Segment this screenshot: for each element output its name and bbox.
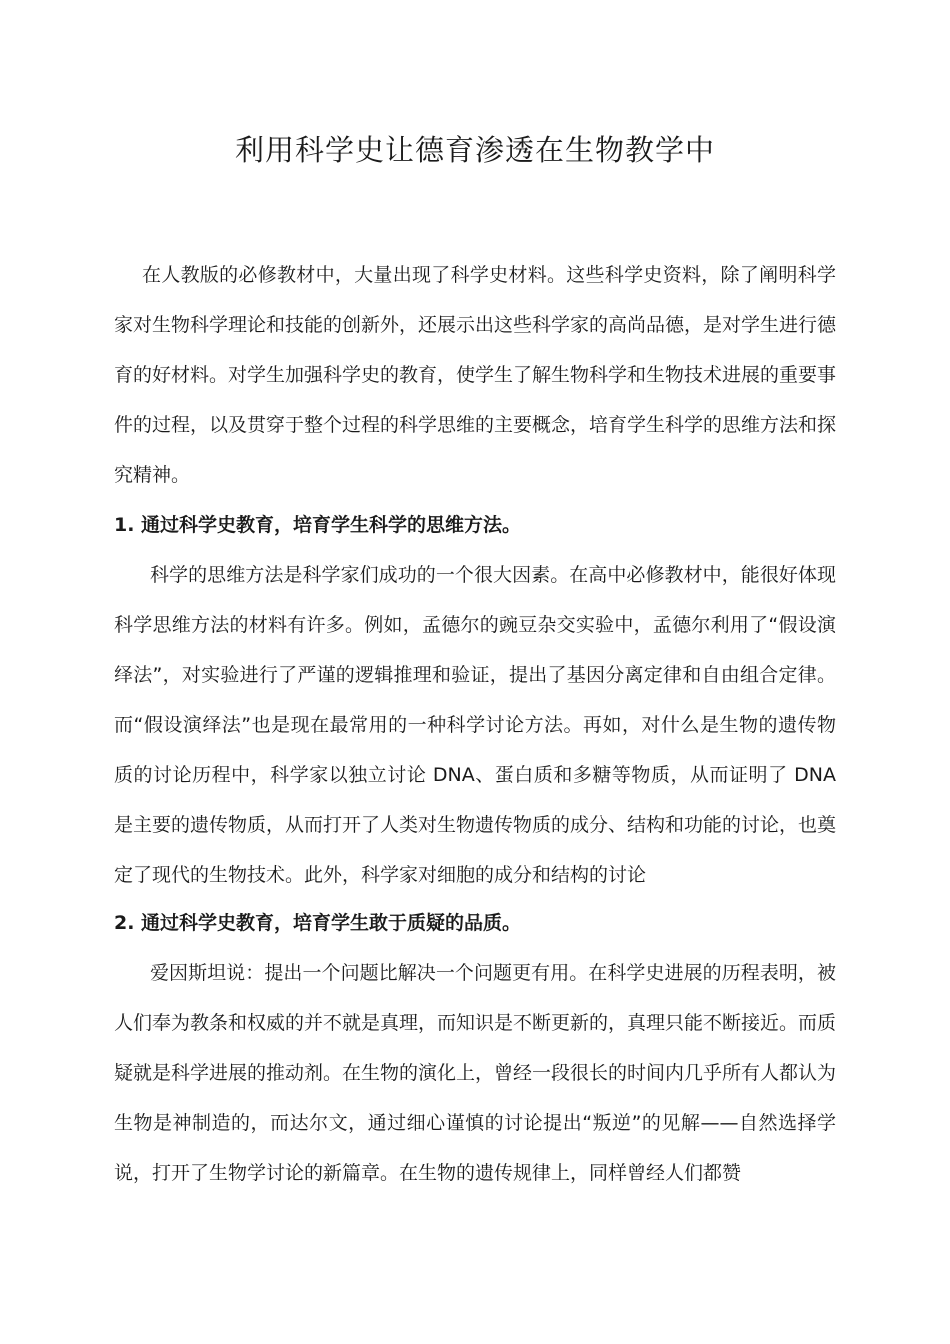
intro-paragraph: 在人教版的必修教材中，大量出现了科学史材料。这些科学史资料，除了阐明科学家对生物科学理论和技能的创新外，还展示出这些科学家的高尚品德，是对学生进行德育的好材料。对学生加强科学史的教育，使学生了解生物科学和生物技术进展的重要事件的过程，以及贯穿于整个过程的科学思维的主要概念，培育学生科学的思维方法和探究精神。 <box>114 264 837 486</box>
section-heading-2: 2. 通过科学史教育，培育学生敢于质疑的品质。 <box>114 912 522 934</box>
section-1-paragraph: 科学的思维方法是科学家们成功的一个很大因素。在高中必修教材中，能很好体现科学思维方法的材料有许多。例如，孟德尔的豌豆杂交实验中，孟德尔利用了“假设演绎法”，对实验进行了严谨的逻辑推理和验证，提出了基因分离定律和自由组合定律。而“假设演绎法”也是现在最常用的一种科学讨论方法。再如，对什么是生物的遗传物质的讨论历程中，科学家以独立讨论 DNA、蛋白质和多糖等物质，从而证明了 DNA 是主要的遗传物质，从而打开了人类对生物遗传物质的成分、结构和功能的讨论，也奠定了现代的生物技术。此外，科学家对细胞的成分和结构的讨论 <box>114 564 837 886</box>
document-title: 利用科学史让德育渗透在生物教学中 <box>234 133 715 167</box>
section-2-paragraph: 爱因斯坦说：提出一个问题比解决一个问题更有用。在科学史进展的历程表明，被人们奉为教条和权威的并不就是真理，而知识是不断更新的，真理只能不断接近。而质疑就是科学进展的推动剂。在生物的演化上，曾经一段很长的时间内几乎所有人都认为生物是神制造的，而达尔文，通过细心谨慎的讨论提出“叛逆”的见解——自然选择学说，打开了生物学讨论的新篇章。在生物的遗传规律上，同样曾经人们都赞 <box>114 962 837 1184</box>
section-heading-1: 1. 通过科学史教育，培育学生科学的思维方法。 <box>114 514 522 536</box>
